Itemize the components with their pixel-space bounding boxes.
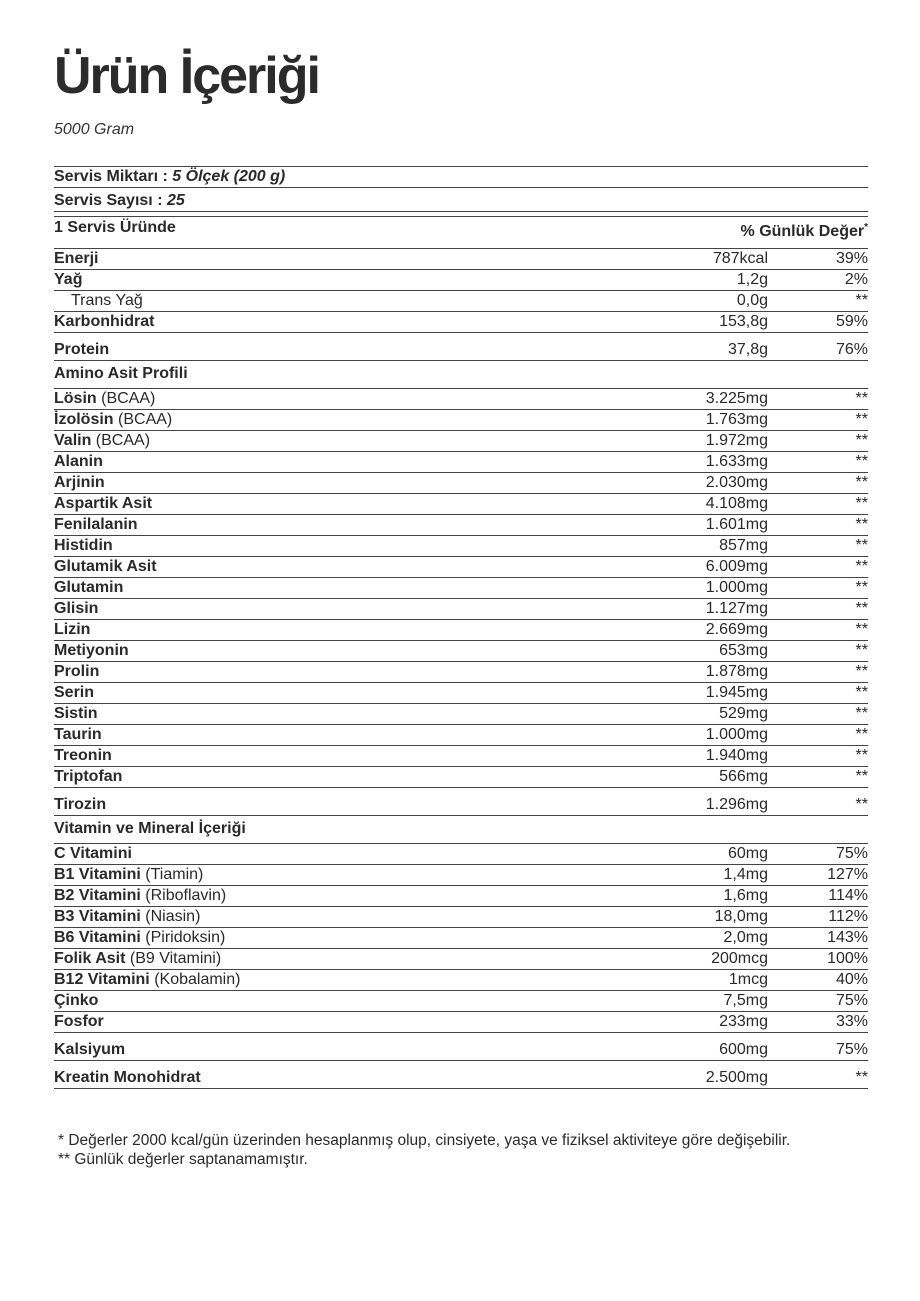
row-daily-value: ** (855, 516, 868, 533)
vitamin-rows (54, 844, 868, 1061)
table-row (54, 767, 868, 788)
table-row (54, 725, 868, 746)
row-name (54, 250, 568, 268)
nutrient-name: Fenilalanin (54, 516, 138, 533)
table-row (54, 599, 868, 620)
nutrient-name: B6 Vitamini (54, 929, 141, 946)
table-row (54, 431, 868, 452)
row-daily-value: ** (855, 474, 868, 491)
nutrient-name: Lizin (54, 621, 91, 638)
nutrient-name: Karbonhidrat (54, 313, 155, 330)
row-name (54, 950, 568, 968)
page-title: Ürün İçeriği (54, 47, 319, 105)
nutrient-name: Valin (54, 432, 92, 449)
nutrient-detail: (Piridoksin) (140, 929, 226, 946)
row-amount: 1,4mg (723, 866, 768, 883)
table-row (54, 291, 868, 312)
table-row (54, 865, 868, 886)
vitamin-section-header: Vitamin ve Mineral İçeriği (54, 816, 868, 844)
serving-count-row (54, 188, 868, 212)
row-amount: 1.296mg (705, 796, 768, 813)
row-amount: 200mcg (711, 950, 768, 967)
product-weight: 5000 Gram (54, 121, 135, 138)
row-daily-value: ** (855, 663, 868, 680)
row-name (54, 537, 568, 555)
nutrient-name: Aspartik Asit (54, 495, 153, 512)
row-daily-value: 76% (835, 341, 868, 358)
row-daily-value: 100% (827, 950, 868, 967)
table-row (54, 746, 868, 767)
nutrient-detail: (Niasin) (140, 908, 201, 925)
row-amount: 1.601mg (705, 516, 768, 533)
nutrient-name: Fosfor (54, 1013, 104, 1030)
table-row (54, 641, 868, 662)
table-row (54, 473, 868, 494)
serving-size-value: 5 Ölçek (200 g) (172, 168, 286, 185)
row-daily-value: 59% (835, 313, 868, 330)
row-amount: 653mg (719, 642, 768, 659)
row-daily-value: ** (855, 796, 868, 813)
row-name (54, 341, 568, 359)
nutrient-name: Lösin (54, 390, 97, 407)
row-daily-value: 2% (844, 271, 868, 288)
row-daily-value: 75% (835, 1041, 868, 1058)
nutrient-name: B3 Vitamini (54, 908, 141, 925)
row-daily-value: ** (855, 495, 868, 512)
nutrient-name: Prolin (54, 663, 100, 680)
nutrient-detail: (Riboflavin) (140, 887, 227, 904)
per-serving-header: 1 Servis Üründe (54, 219, 176, 236)
table-row (54, 494, 868, 515)
row-amount: 787kcal (712, 250, 768, 267)
nutrient-name: Tirozin (54, 796, 107, 813)
table-row (54, 620, 868, 641)
row-amount: 1.000mg (705, 579, 768, 596)
row-name (54, 390, 568, 408)
row-daily-value: 112% (828, 908, 868, 925)
row-daily-value: ** (855, 600, 868, 617)
row-name (54, 600, 568, 618)
nutrition-table (54, 166, 868, 1089)
amino-section-header: Amino Asit Profili (54, 361, 868, 389)
row-amount: 1.763mg (705, 411, 768, 428)
row-name (54, 705, 568, 723)
row-amount: 1.945mg (705, 684, 768, 701)
daily-value-header: % Günlük Değer* (740, 222, 868, 240)
row-daily-value: 40% (835, 971, 868, 988)
nutrient-name: İzolösin (54, 411, 114, 428)
nutrient-name: Triptofan (54, 768, 123, 785)
row-daily-value: ** (855, 642, 868, 659)
row-name (54, 908, 568, 926)
row-amount: 1,6mg (723, 887, 768, 904)
row-name (54, 313, 568, 331)
row-amount: 7,5mg (723, 992, 768, 1009)
row-name: Kreatin Monohidrat (54, 1069, 201, 1086)
row-amount: 18,0mg (714, 908, 768, 925)
nutrient-name: B1 Vitamini (54, 866, 141, 883)
table-row (54, 1012, 868, 1033)
row-daily-value: 143% (827, 929, 868, 946)
table-row (54, 578, 868, 599)
row-daily-value: ** (855, 768, 868, 785)
nutrient-name: Metiyonin (54, 642, 129, 659)
row-daily-value: ** (855, 411, 868, 428)
table-header-row (54, 216, 868, 249)
row-amount: 1mcg (728, 971, 768, 988)
nutrient-detail: (Kobalamin) (149, 971, 241, 988)
macro-rows (54, 249, 868, 361)
row-amount: 1.633mg (705, 453, 768, 470)
row-daily-value: ** (855, 621, 868, 638)
table-row (54, 249, 868, 270)
nutrient-name: Kalsiyum (54, 1041, 126, 1058)
row-name (54, 495, 568, 513)
row-amount: 4.108mg (705, 495, 768, 512)
table-row (54, 410, 868, 431)
row-daily-value: ** (855, 390, 868, 407)
row-name (54, 866, 568, 884)
row-name (54, 516, 568, 534)
row-name (54, 887, 568, 905)
row-amount: 3.225mg (705, 390, 768, 407)
amino-rows (54, 389, 868, 816)
table-row (54, 662, 868, 683)
serving-count-label: Servis Sayısı : (54, 192, 163, 209)
nutrient-name: Histidin (54, 537, 113, 554)
row-daily-value: ** (855, 453, 868, 470)
nutrient-name: Protein (54, 341, 110, 358)
table-row (54, 788, 868, 816)
row-amount: 60mg (727, 845, 768, 862)
nutrient-name: Treonin (54, 747, 112, 764)
row-daily-value: ** (855, 747, 868, 764)
row-amount: 37,8g (727, 341, 768, 358)
row-name (54, 579, 568, 597)
row-name (54, 453, 568, 471)
row-amount: 529mg (719, 705, 768, 722)
serving-count-value: 25 (166, 192, 185, 209)
row-amount: 2,0mg (723, 929, 768, 946)
serving-size-label: Servis Miktarı : (54, 168, 168, 185)
row-name (54, 971, 568, 989)
row-amount: 233mg (719, 1013, 768, 1030)
row-name (54, 558, 568, 576)
row-daily-value: 75% (835, 992, 868, 1009)
row-name (54, 684, 568, 702)
row-name (54, 929, 568, 947)
row-daily-value: 33% (835, 1013, 868, 1030)
nutrient-name: B12 Vitamini (54, 971, 150, 988)
nutrient-detail: (BCAA) (113, 411, 173, 428)
creatine-row (54, 1061, 868, 1089)
row-name (54, 621, 568, 639)
table-row (54, 333, 868, 361)
row-name (54, 747, 568, 765)
table-row (54, 270, 868, 291)
nutrient-name: Glutamin (54, 579, 124, 596)
row-name (54, 845, 568, 863)
nutrient-name: Taurin (54, 726, 102, 743)
row-daily-value: ** (855, 705, 868, 722)
row-amount: 1.940mg (705, 747, 768, 764)
row-name (54, 292, 568, 310)
table-row (54, 536, 868, 557)
table-row (54, 949, 868, 970)
row-daily-value: ** (855, 726, 868, 743)
row-daily-value: ** (855, 1069, 868, 1086)
row-amount: 0,0g (736, 292, 768, 309)
row-amount: 857mg (719, 537, 768, 554)
nutrient-detail: (BCAA) (91, 432, 151, 449)
table-row (54, 1033, 868, 1061)
row-amount: 1.000mg (705, 726, 768, 743)
row-amount: 566mg (719, 768, 768, 785)
row-name (54, 768, 568, 786)
row-amount: 1.878mg (705, 663, 768, 680)
nutrient-name: Sistin (54, 705, 98, 722)
footnote-not-established: ** Günlük değerler saptanamamıştır. (58, 1151, 308, 1168)
row-daily-value: 75% (835, 845, 868, 862)
table-row (54, 557, 868, 578)
nutrient-name: Yağ (54, 271, 83, 288)
table-row (54, 907, 868, 928)
row-daily-value: ** (855, 558, 868, 575)
table-row (54, 312, 868, 333)
table-row (54, 452, 868, 473)
row-daily-value: ** (855, 432, 868, 449)
row-daily-value: ** (855, 292, 868, 309)
row-daily-value: ** (855, 579, 868, 596)
row-daily-value: 114% (828, 887, 868, 904)
nutrient-name: Glutamik Asit (54, 558, 157, 575)
row-amount: 6.009mg (705, 558, 768, 575)
table-row (54, 991, 868, 1012)
row-amount: 1.127mg (705, 600, 768, 617)
nutrient-name: Çinko (54, 992, 99, 1009)
row-name (54, 432, 568, 450)
row-daily-value: ** (855, 537, 868, 554)
nutrient-name: Alanin (54, 453, 103, 470)
nutrient-name: Serin (54, 684, 95, 701)
row-daily-value: 127% (827, 866, 868, 883)
table-row (54, 844, 868, 865)
table-row (54, 389, 868, 410)
nutrient-detail: Trans Yağ (71, 292, 143, 309)
row-amount: 2.030mg (705, 474, 768, 491)
table-row (54, 515, 868, 536)
nutrient-name: Enerji (54, 250, 99, 267)
row-daily-value: ** (855, 684, 868, 701)
nutrient-name: B2 Vitamini (54, 887, 141, 904)
row-amount: 153,8g (719, 313, 768, 330)
row-name (54, 271, 568, 289)
serving-size-row (54, 167, 868, 188)
nutrient-name: Folik Asit (54, 950, 126, 967)
row-name (54, 796, 568, 814)
footnotes (58, 1131, 790, 1169)
row-name (54, 474, 568, 492)
row-name (54, 411, 568, 429)
row-amount: 600mg (719, 1041, 768, 1058)
row-name (54, 1013, 568, 1031)
table-row (54, 683, 868, 704)
nutrient-name: C Vitamini (54, 845, 132, 862)
row-name (54, 663, 568, 681)
footnote-daily-value: * Değerler 2000 kcal/gün üzerinden hesaplanmış olup, cinsiyete, yaşa ve fiziksel aktiviteye göre değişebilir. (58, 1132, 791, 1149)
row-daily-value: 39% (835, 250, 868, 267)
table-row (54, 704, 868, 725)
row-amount: 1.972mg (705, 432, 768, 449)
row-amount: 2.669mg (705, 621, 768, 638)
table-row (54, 970, 868, 991)
nutrient-detail: (Tiamin) (140, 866, 204, 883)
row-amount: 2.500mg (705, 1069, 768, 1086)
row-amount: 1,2g (736, 271, 768, 288)
nutrient-name: Glisin (54, 600, 99, 617)
row-name (54, 726, 568, 744)
nutrient-name: Arjinin (54, 474, 105, 491)
table-row (54, 928, 868, 949)
nutrient-detail: (BCAA) (96, 390, 156, 407)
row-name (54, 1041, 568, 1059)
row-name (54, 642, 568, 660)
nutrient-detail: (B9 Vitamini) (125, 950, 222, 967)
table-row (54, 886, 868, 907)
row-name (54, 992, 568, 1010)
